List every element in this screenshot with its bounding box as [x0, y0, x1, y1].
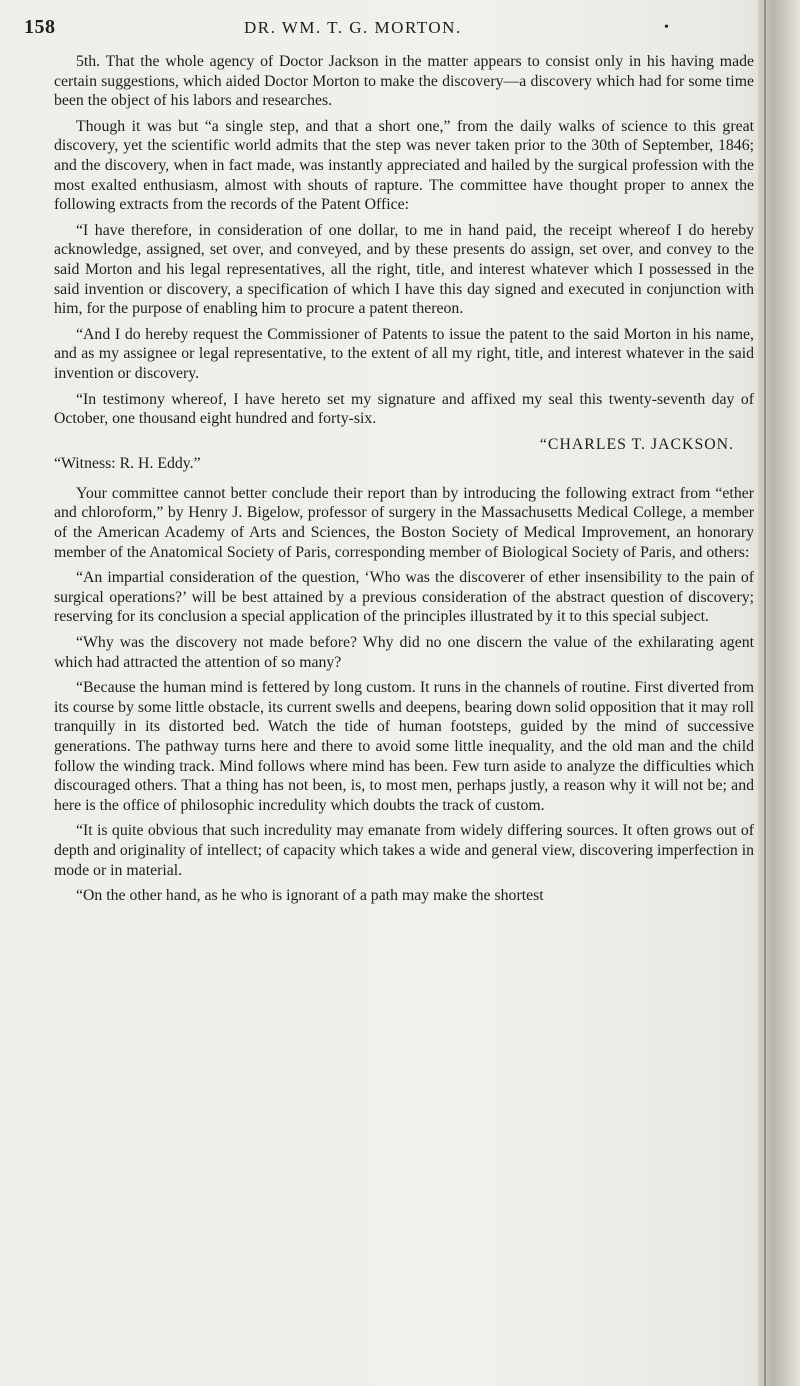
body-text — [54, 52, 754, 912]
running-head: DR. WM. T. G. MORTON. — [244, 18, 462, 37]
header-ornament: • — [664, 20, 669, 35]
paragraph-other-hand: “On the other hand, as he who is ignorant of a path may make the shortest — [76, 887, 544, 905]
paragraph-impartial-consideration: “An impartial consideration of the question, ‘Who was the discoverer of ether insensibility to the pain of surgical operations?’ will be best attained by a previous consideration of the abstract question of discovery; reserving for its conclusion a special application of the principles illustrated by it to this special subject. — [54, 569, 754, 626]
paragraph-testimony: “In testimony whereof, I have hereto set my signature and affixed my seal this twenty-seventh day of October, one thousand eight hundred and forty-six. — [54, 390, 754, 428]
paragraph-fifth-finding: 5th. That the whole agency of Doctor Jackson in the matter appears to consist only in his having made certain suggestions, which aided Doctor Morton to make the discovery—a discovery which had for some time been the object of his labors and researches. — [54, 53, 754, 110]
paragraph-request-commissioner: “And I do hereby request the Commissioner of Patents to issue the patent to the said Morton in his name, and as my assignee or legal representative, to the extent of all my right, title, and interest whatever in the said invention or discovery. — [54, 325, 754, 382]
gutter-edge-line — [764, 0, 766, 1386]
page-header — [24, 10, 744, 50]
signature-jackson: “CHARLES T. JACKSON. — [539, 435, 734, 453]
paragraph-assignment: “I have therefore, in consideration of one dollar, to me in hand paid, the receipt whereof I do hereby acknowledge, assigned, set over, and conveyed, and by these presents do assign, set over, and convey to the said Morton and his legal representatives, all the right, title, and interest whatever which I possessed in the said invention or discovery, a specification of which I have this day signed and executed in conjunction with him, for the purpose of enabling him to procure a patent thereon. — [54, 221, 754, 318]
paragraph-why-not-before: “Why was the discovery not made before? Why did no one discern the value of the exhilarating agent which had attracted the attention of so many? — [54, 634, 754, 671]
page-number: 158 — [24, 16, 56, 38]
paragraph-committee-conclusion: Your committee cannot better conclude their report than by introducing the following extract from “ether and chloroform,” by Henry J. Bigelow, professor of surgery in the Massachusetts Medical College, a member of the American Academy of Arts and Sciences, the Boston Society of Medical Improvement, an honorary member of the Anatomical Society of Paris, corresponding member of Biological Society of Paris, and others: — [54, 484, 754, 561]
witness-line: “Witness: R. H. Eddy.” — [54, 455, 201, 473]
paragraph-single-step: Though it was but “a single step, and that a short one,” from the daily walks of science to this great discovery, yet the scientific world admits that the step was never taken prior to the 30th of September, 1846; and the discovery, when in fact made, was instantly appreciated and hailed by the surgical profession with the most exalted enthusiasm, almost with shouts of rapture. The committee have thought proper to annex the following extracts from the records of the Patent Office: — [54, 117, 754, 214]
paragraph-human-mind: “Because the human mind is fettered by long custom. It runs in the channels of routine. First diverted from its course by some little obstacle, its current swells and deepens, bearing down solid opposition that it may roll tranquilly in its distorted bed. Watch the tide of human footsteps, guided by the mind of successive generations. The pathway turns here and there to avoid some little inequality, and the old man and the child follow the winding track. Mind follows where mind has been. Few turn aside to analyze the difficulties which discouraged others. That a thing has not been, is, to most men, perhaps justly, a reason why it will not be; and here is the office of philosophic incredulity which doubts the track of custom. — [54, 679, 754, 814]
paragraph-incredulity: “It is quite obvious that such incredulity may emanate from widely differing sources. It often grows out of depth and originality of intellect; of capacity which takes a wide and general view, discovering imperfection in mode or in material. — [54, 822, 754, 879]
